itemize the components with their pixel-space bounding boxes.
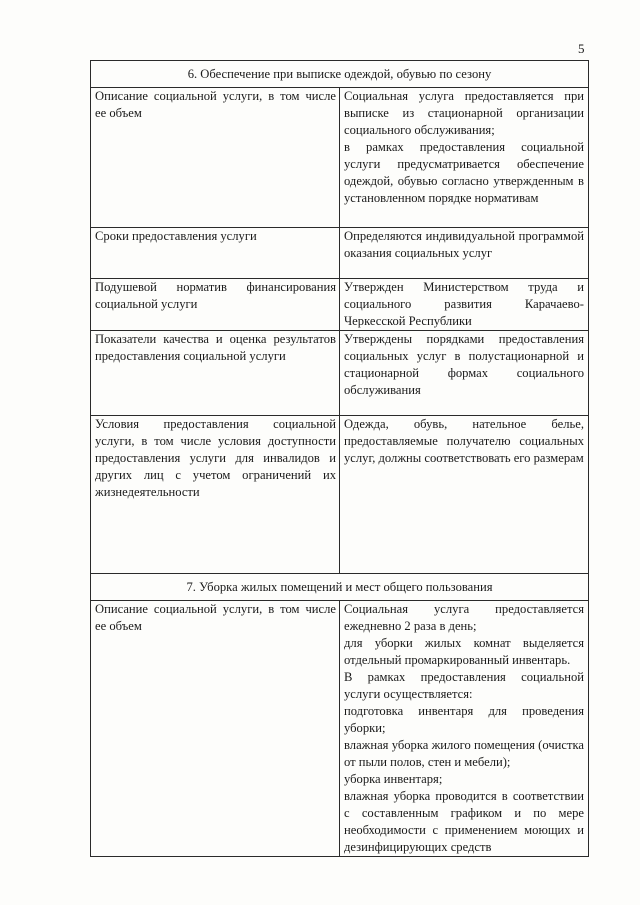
value-line: уборка инвентаря; (344, 772, 443, 786)
value-line: влажная уборка жилого помещения (очистка от пыли полов, стен и мебели); (344, 738, 584, 769)
value-line: Определяются индивидуальной программой оказания социальных услуг (344, 229, 584, 260)
value-line: Социальная услуга предоставляется при выписке из стационарной организации социального обслуживания; (344, 89, 584, 137)
value-line: Одежда, обувь, нательное белье, предоставляемые получателю социальных услуг, должны соответствовать его размерам (344, 417, 584, 465)
section-7-header: 7. Уборка жилых помещений и мест общего пользования (91, 574, 589, 601)
value-line: в рамках предоставления социальной услуги предусматривается обеспечение одеждой, обувью согласно утвержденным в установленном порядке нормативам (344, 140, 584, 205)
services-table (90, 60, 589, 857)
value-line: подготовка инвентаря для проведения уборки; (344, 704, 584, 735)
value-line: Социальная услуга предоставляется ежедневно 2 раза в день; (344, 602, 584, 633)
section-6-header: 6. Обеспечение при выписке одеждой, обувью по сезону (91, 61, 589, 88)
section-header-row (91, 574, 589, 601)
value-line: влажная уборка проводится в соответствии с составленным графиком и по мере необходимости с применением моющих и дезинфицирующих средств (344, 789, 584, 854)
table-row (91, 228, 589, 279)
row-value (340, 228, 589, 279)
value-line: Утвержден Министерством труда и социального развития Карачаево-Черкесской Республики (344, 280, 584, 328)
row-label: Показатели качества и оценка результатов предоставления социальной услуги (91, 331, 340, 416)
row-label: Описание социальной услуги, в том числе ее объем (91, 601, 340, 857)
row-label: Сроки предоставления услуги (91, 228, 340, 279)
value-line: для уборки жилых комнат выделяется отдельный промаркированный инвентарь. (344, 636, 584, 667)
row-label: Описание социальной услуги, в том числе ее объем (91, 88, 340, 228)
table-row (91, 416, 589, 574)
row-label: Условия предоставления социальной услуги, в том числе условия доступности предоставления услуги для инвалидов и других лиц с учетом ограничений их жизнедеятельности (91, 416, 340, 574)
row-value (340, 279, 589, 331)
row-value (340, 331, 589, 416)
table-row (91, 279, 589, 331)
table-row (91, 331, 589, 416)
value-line: В рамках предоставления социальной услуги осуществляется: (344, 670, 584, 701)
value-line: Утверждены порядками предоставления социальных услуг в полустационарной и стационарной формах социального обслуживания (344, 332, 584, 397)
row-label: Подушевой норматив финансирования социальной услуги (91, 279, 340, 331)
table-row (91, 88, 589, 228)
page-number: 5 (578, 41, 585, 56)
section-header-row (91, 61, 589, 88)
row-value (340, 88, 589, 228)
row-value (340, 416, 589, 574)
row-value (340, 601, 589, 857)
table-row (91, 601, 589, 857)
